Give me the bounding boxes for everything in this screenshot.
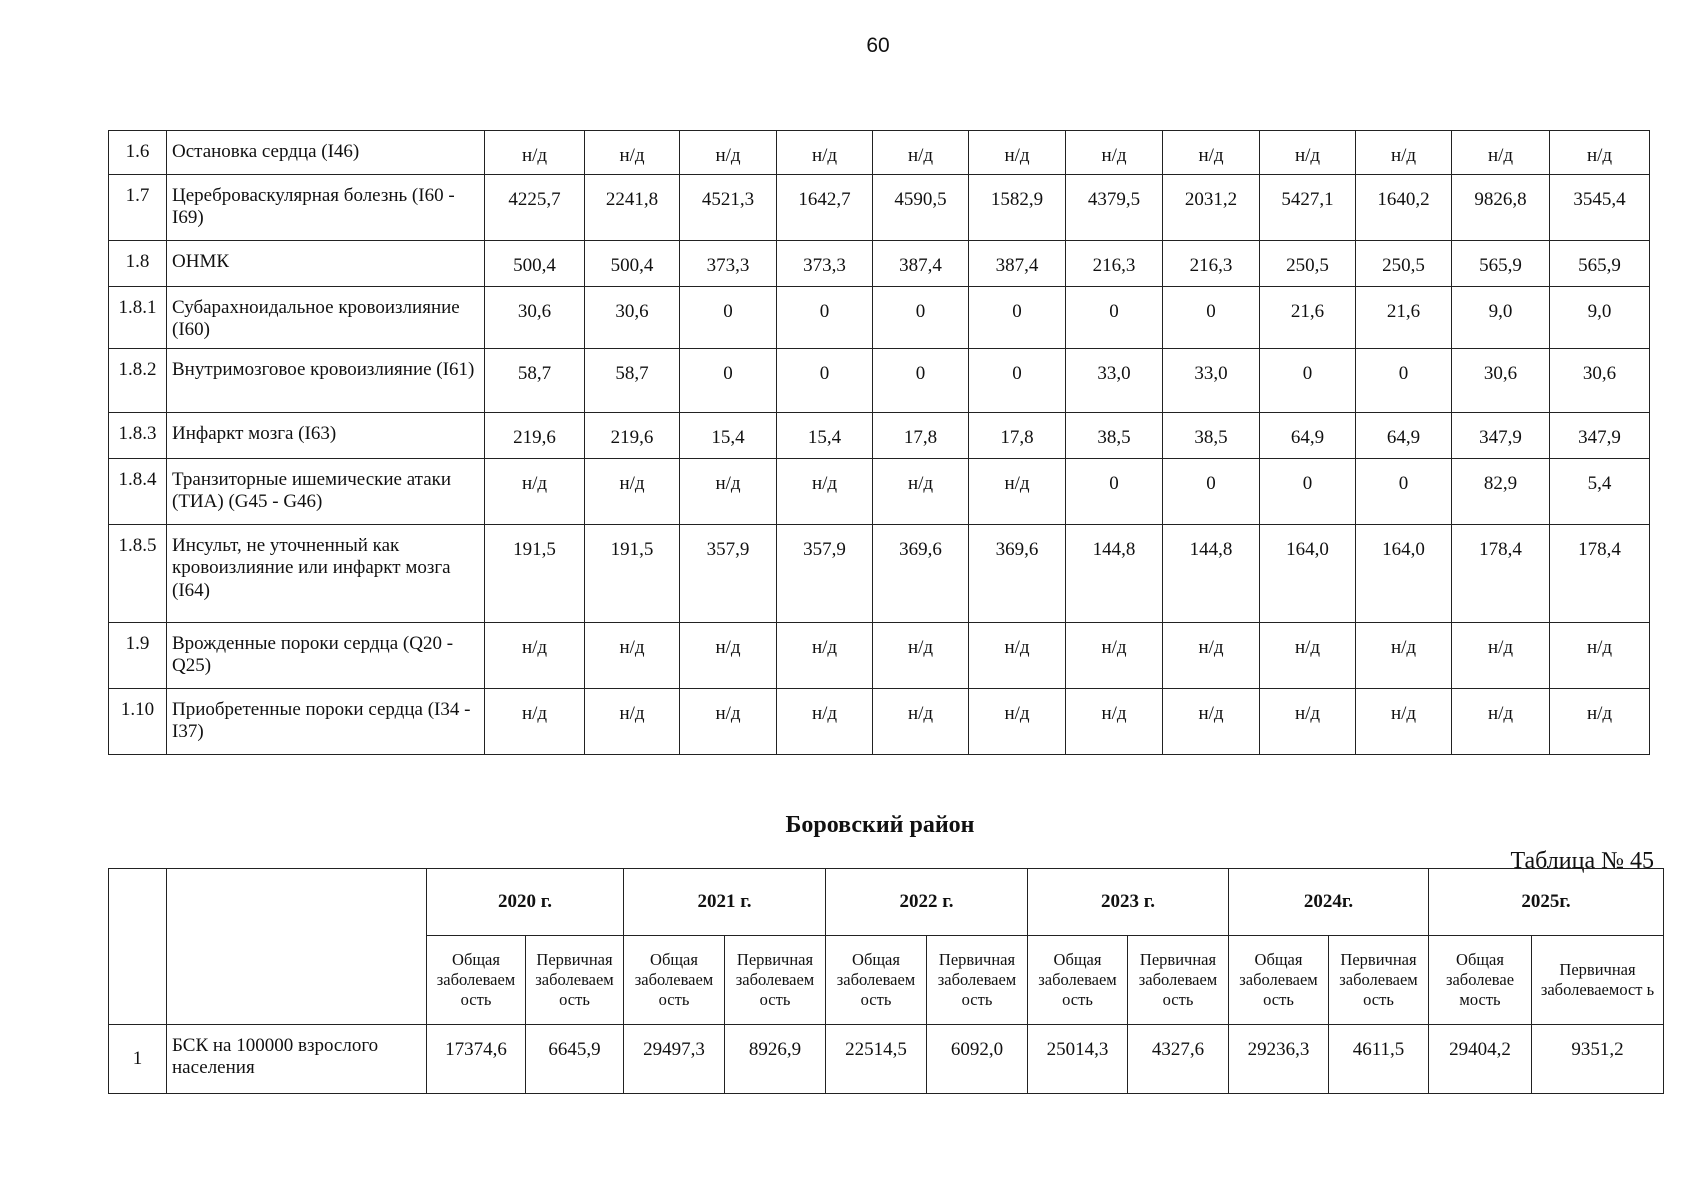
value-cell: н/д xyxy=(1260,622,1356,688)
value-cell: 219,6 xyxy=(485,412,585,458)
value-cell: 178,4 xyxy=(1550,524,1650,622)
page-number: 60 xyxy=(866,34,890,57)
value-cell: 0 xyxy=(873,287,969,349)
value-cell: н/д xyxy=(1356,131,1452,175)
row-name: Врожденные пороки сердца (Q20 - Q25) xyxy=(167,622,485,688)
value-cell: 0 xyxy=(1066,458,1163,524)
column-subheader: Общая заболеваем ость xyxy=(826,936,927,1025)
value-cell: 216,3 xyxy=(1066,241,1163,287)
value-cell: 30,6 xyxy=(485,287,585,349)
value-cell: 82,9 xyxy=(1452,458,1550,524)
value-cell: н/д xyxy=(1550,131,1650,175)
value-cell: н/д xyxy=(969,688,1066,754)
value-cell: 29404,2 xyxy=(1429,1025,1532,1094)
value-cell: 0 xyxy=(969,348,1066,412)
value-cell: н/д xyxy=(777,688,873,754)
row-code: 1.8 xyxy=(109,241,167,287)
value-cell: н/д xyxy=(777,131,873,175)
value-cell: н/д xyxy=(873,131,969,175)
value-cell: 15,4 xyxy=(777,412,873,458)
value-cell: н/д xyxy=(969,622,1066,688)
value-cell: н/д xyxy=(1163,622,1260,688)
value-cell: 0 xyxy=(1066,287,1163,349)
row-name: Субарахноидальное кровоизлияние (I60) xyxy=(167,287,485,349)
value-cell: 9,0 xyxy=(1550,287,1650,349)
value-cell: 357,9 xyxy=(680,524,777,622)
value-cell: 38,5 xyxy=(1163,412,1260,458)
value-cell: 4590,5 xyxy=(873,175,969,241)
value-cell: 2031,2 xyxy=(1163,175,1260,241)
value-cell: 250,5 xyxy=(1356,241,1452,287)
value-cell: 58,7 xyxy=(585,348,680,412)
table-row xyxy=(109,524,1650,622)
value-cell: 4611,5 xyxy=(1329,1025,1429,1094)
value-cell: н/д xyxy=(1356,688,1452,754)
column-subheader: Общая заболеваем ость xyxy=(427,936,526,1025)
value-cell: 500,4 xyxy=(485,241,585,287)
value-cell: 387,4 xyxy=(873,241,969,287)
value-cell: н/д xyxy=(1356,622,1452,688)
value-cell: 373,3 xyxy=(777,241,873,287)
value-cell: 8926,9 xyxy=(725,1025,826,1094)
value-cell: 2241,8 xyxy=(585,175,680,241)
table-row xyxy=(109,348,1650,412)
value-cell: н/д xyxy=(1066,688,1163,754)
value-cell: 0 xyxy=(1163,287,1260,349)
row-name: ОНМК xyxy=(167,241,485,287)
column-subheader: Первичная заболеваем ость xyxy=(526,936,624,1025)
column-subheader: Первичная заболеваем ость xyxy=(1329,936,1429,1025)
value-cell: н/д xyxy=(1550,688,1650,754)
row-name: Инфаркт мозга (I63) xyxy=(167,412,485,458)
borovsky-district-table xyxy=(108,868,1664,1094)
table-row xyxy=(109,458,1650,524)
value-cell: 357,9 xyxy=(777,524,873,622)
value-cell: 1642,7 xyxy=(777,175,873,241)
value-cell: 0 xyxy=(1260,348,1356,412)
row-name: Остановка сердца (I46) xyxy=(167,131,485,175)
value-cell: 17,8 xyxy=(873,412,969,458)
value-cell: 219,6 xyxy=(585,412,680,458)
column-subheader: Первичная заболеваем ость xyxy=(725,936,826,1025)
value-cell: 9,0 xyxy=(1452,287,1550,349)
value-cell: 58,7 xyxy=(485,348,585,412)
value-cell: 191,5 xyxy=(485,524,585,622)
value-cell: н/д xyxy=(485,458,585,524)
value-cell: н/д xyxy=(1452,131,1550,175)
year-header: 2022 г. xyxy=(826,869,1028,936)
value-cell: н/д xyxy=(680,688,777,754)
value-cell: н/д xyxy=(585,458,680,524)
value-cell: 1582,9 xyxy=(969,175,1066,241)
morbidity-table-continued xyxy=(108,130,1650,755)
year-header: 2024г. xyxy=(1229,869,1429,936)
row-code: 1.8.3 xyxy=(109,412,167,458)
row-name: Приобретенные пороки сердца (I34 - I37) xyxy=(167,688,485,754)
value-cell: 164,0 xyxy=(1260,524,1356,622)
year-header: 2021 г. xyxy=(624,869,826,936)
value-cell: 0 xyxy=(777,348,873,412)
value-cell: н/д xyxy=(873,622,969,688)
value-cell: 0 xyxy=(969,287,1066,349)
table-row xyxy=(109,1025,1664,1094)
value-cell: 0 xyxy=(1356,458,1452,524)
value-cell: н/д xyxy=(1260,131,1356,175)
value-cell: н/д xyxy=(485,622,585,688)
table-caption: Таблица № 45 xyxy=(1510,848,1654,874)
value-cell: н/д xyxy=(680,458,777,524)
value-cell: 164,0 xyxy=(1356,524,1452,622)
year-header: 2023 г. xyxy=(1028,869,1229,936)
table-row xyxy=(109,175,1650,241)
section-title: Боровский район xyxy=(785,812,975,838)
row-name: Транзиторные ишемические атаки (ТИА) (G45 - G46) xyxy=(167,458,485,524)
value-cell: 33,0 xyxy=(1066,348,1163,412)
table-row xyxy=(109,622,1650,688)
value-cell: н/д xyxy=(1163,688,1260,754)
value-cell: 178,4 xyxy=(1452,524,1550,622)
value-cell: 144,8 xyxy=(1066,524,1163,622)
value-cell: 250,5 xyxy=(1260,241,1356,287)
column-subheader: Общая заболеваем ость xyxy=(1229,936,1329,1025)
value-cell: 5427,1 xyxy=(1260,175,1356,241)
value-cell: 0 xyxy=(777,287,873,349)
year-header-row xyxy=(109,869,1664,936)
row-name: Инсульт, не уточненный как кровоизлияние или инфаркт мозга (I64) xyxy=(167,524,485,622)
value-cell: 0 xyxy=(1163,458,1260,524)
value-cell: н/д xyxy=(1452,622,1550,688)
value-cell: 22514,5 xyxy=(826,1025,927,1094)
column-subheader: Первичная заболеваем ость xyxy=(1128,936,1229,1025)
value-cell: 4521,3 xyxy=(680,175,777,241)
value-cell: 191,5 xyxy=(585,524,680,622)
value-cell: н/д xyxy=(1163,131,1260,175)
value-cell: н/д xyxy=(1550,622,1650,688)
value-cell: н/д xyxy=(1066,131,1163,175)
value-cell: 6092,0 xyxy=(927,1025,1028,1094)
table-row xyxy=(109,241,1650,287)
value-cell: 369,6 xyxy=(873,524,969,622)
value-cell: 5,4 xyxy=(1550,458,1650,524)
value-cell: н/д xyxy=(680,622,777,688)
value-cell: 387,4 xyxy=(969,241,1066,287)
value-cell: 64,9 xyxy=(1356,412,1452,458)
value-cell: 29236,3 xyxy=(1229,1025,1329,1094)
row-code: 1.8.5 xyxy=(109,524,167,622)
row-code: 1.7 xyxy=(109,175,167,241)
value-cell: н/д xyxy=(873,688,969,754)
value-cell: 9826,8 xyxy=(1452,175,1550,241)
row-code: 1.6 xyxy=(109,131,167,175)
value-cell: н/д xyxy=(777,458,873,524)
row-name: Цереброваскулярная болезнь (I60 - I69) xyxy=(167,175,485,241)
value-cell: н/д xyxy=(585,622,680,688)
value-cell: 64,9 xyxy=(1260,412,1356,458)
value-cell: н/д xyxy=(969,131,1066,175)
column-subheader: Первичная заболеваемост ь xyxy=(1532,936,1664,1025)
value-cell: 1640,2 xyxy=(1356,175,1452,241)
value-cell: 30,6 xyxy=(585,287,680,349)
column-subheader: Общая заболевае мость xyxy=(1429,936,1532,1025)
row-code: 1.8.1 xyxy=(109,287,167,349)
value-cell: 15,4 xyxy=(680,412,777,458)
empty-header-cell xyxy=(167,869,427,1025)
value-cell: 29497,3 xyxy=(624,1025,725,1094)
row-code: 1.9 xyxy=(109,622,167,688)
table-row xyxy=(109,412,1650,458)
table-row xyxy=(109,688,1650,754)
year-header: 2020 г. xyxy=(427,869,624,936)
value-cell: н/д xyxy=(585,688,680,754)
value-cell: 373,3 xyxy=(680,241,777,287)
value-cell: 17374,6 xyxy=(427,1025,526,1094)
value-cell: 3545,4 xyxy=(1550,175,1650,241)
value-cell: 565,9 xyxy=(1452,241,1550,287)
value-cell: 0 xyxy=(1260,458,1356,524)
value-cell: 30,6 xyxy=(1452,348,1550,412)
row-code: 1.8.2 xyxy=(109,348,167,412)
value-cell: н/д xyxy=(1066,622,1163,688)
value-cell: н/д xyxy=(485,688,585,754)
value-cell: 9351,2 xyxy=(1532,1025,1664,1094)
value-cell: н/д xyxy=(680,131,777,175)
value-cell: 38,5 xyxy=(1066,412,1163,458)
value-cell: 500,4 xyxy=(585,241,680,287)
row-code: 1.8.4 xyxy=(109,458,167,524)
value-cell: 4379,5 xyxy=(1066,175,1163,241)
value-cell: н/д xyxy=(1260,688,1356,754)
value-cell: 0 xyxy=(680,287,777,349)
value-cell: 21,6 xyxy=(1356,287,1452,349)
value-cell: 347,9 xyxy=(1550,412,1650,458)
column-subheader: Первичная заболеваем ость xyxy=(927,936,1028,1025)
value-cell: н/д xyxy=(777,622,873,688)
row-name: Внутримозговое кровоизлияние (I61) xyxy=(167,348,485,412)
value-cell: 17,8 xyxy=(969,412,1066,458)
value-cell: 369,6 xyxy=(969,524,1066,622)
row-code: 1 xyxy=(109,1025,167,1094)
value-cell: 30,6 xyxy=(1550,348,1650,412)
value-cell: н/д xyxy=(1452,688,1550,754)
value-cell: 6645,9 xyxy=(526,1025,624,1094)
value-cell: 347,9 xyxy=(1452,412,1550,458)
year-header: 2025г. xyxy=(1429,869,1664,936)
table-row xyxy=(109,131,1650,175)
table-row xyxy=(109,287,1650,349)
column-subheader: Общая заболеваем ость xyxy=(1028,936,1128,1025)
value-cell: 144,8 xyxy=(1163,524,1260,622)
column-subheader: Общая заболеваем ость xyxy=(624,936,725,1025)
value-cell: 0 xyxy=(1356,348,1452,412)
value-cell: 25014,3 xyxy=(1028,1025,1128,1094)
value-cell: н/д xyxy=(969,458,1066,524)
value-cell: н/д xyxy=(585,131,680,175)
value-cell: 0 xyxy=(680,348,777,412)
empty-header-cell xyxy=(109,869,167,1025)
row-code: 1.10 xyxy=(109,688,167,754)
value-cell: 565,9 xyxy=(1550,241,1650,287)
value-cell: 4327,6 xyxy=(1128,1025,1229,1094)
value-cell: 216,3 xyxy=(1163,241,1260,287)
value-cell: 4225,7 xyxy=(485,175,585,241)
value-cell: н/д xyxy=(873,458,969,524)
value-cell: 33,0 xyxy=(1163,348,1260,412)
value-cell: 0 xyxy=(873,348,969,412)
row-name: БСК на 100000 взрослого населения xyxy=(167,1025,427,1094)
value-cell: 21,6 xyxy=(1260,287,1356,349)
value-cell: н/д xyxy=(485,131,585,175)
